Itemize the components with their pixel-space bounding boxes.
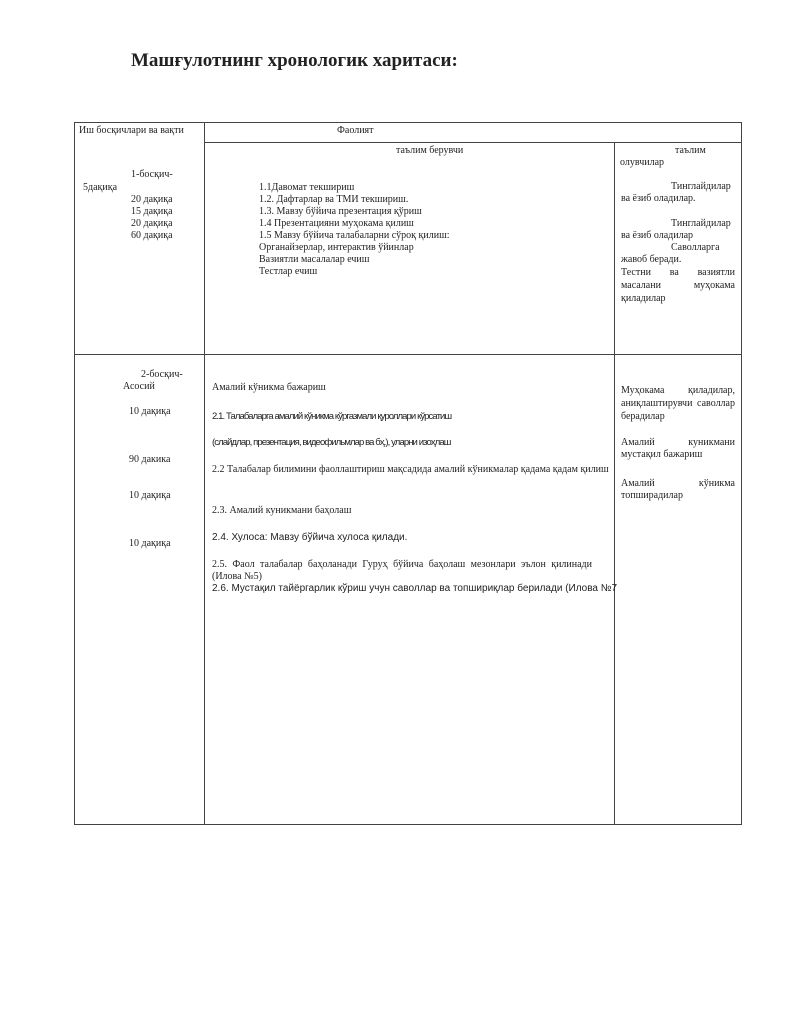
stage2-teacher-5: 2.3. Амалий куникмани баҳолаш: [212, 505, 352, 516]
stage2-teacher-8: 2.6. Мустақил тайёргарлик кўриш учун саволлар ва топшириқлар берилади (Илова №7: [212, 583, 618, 594]
stage2-time-3: 10 дақиқа: [129, 490, 171, 501]
stage1-learner-3: Саволларга жавоб беради.: [621, 242, 720, 265]
stage1-teacher-1: 1.1Давомат текшириш: [259, 182, 355, 193]
header-divider: [204, 142, 742, 143]
stage1-teacher-7: Вазиятли масалалар ечиш: [259, 254, 370, 265]
stage1-time-2: 15 дақиқа: [131, 206, 173, 217]
header-activity: Фаолият: [337, 125, 374, 136]
stage2-label: 2-босқич-: [141, 369, 183, 380]
stage2-teacher-2: 2.1. Талабаларга амалий кўникма кўргазмали қуроллари кўрсатиш: [212, 411, 452, 422]
header-learners-2: олувчилар: [620, 157, 665, 168]
stage1-time-3: 20 дақиқа: [131, 218, 173, 229]
stage1-teacher-2: 1.2. Дафтарлар ва ТМИ текшириш.: [259, 194, 409, 205]
stage1-teacher-8: Тестлар ечиш: [259, 266, 318, 277]
stage2-teacher-7: 2.5. Фаол талабалар баҳоланади Гуруҳ бўйича баҳолаш мезонлари эълон қилинади (Илова №5): [212, 559, 592, 582]
stage2-teacher-6: 2.4. Хулоса: Мавзу бўйича хулоса қилади.: [212, 532, 408, 543]
stage1-teacher-4: 1.4 Презентацияни муҳокама қилиш: [259, 218, 414, 229]
stage2-teacher-4: 2.2 Талабалар билимини фаоллаштириш мақсадида амалий кўникмалар қадама қадам қилиш: [212, 464, 609, 475]
stage1-learner-2: Тинглайдилар ва ёзиб оладилар: [621, 218, 731, 241]
stage1-time-4: 60 дақиқа: [131, 230, 173, 241]
stage1-learner-1: Тинглайдилар ва ёзиб оладилар.: [621, 181, 731, 204]
stage2-teacher-1: Амалий кўникма бажариш: [212, 382, 326, 393]
header-learners-1: таълим: [675, 145, 706, 156]
stage1-teacher-5: 1.5 Мавзу бўйича талабаларни сўроқ қилиш:: [259, 230, 450, 241]
stage2-name: Асосий: [123, 381, 155, 392]
stage1-label: 1-босқич-: [131, 169, 173, 180]
header-teacher: таълим берувчи: [396, 145, 464, 156]
stage1-teacher-3: 1.3. Мавзу бўйича презентация қўриш: [259, 206, 422, 217]
header-stage-time: Иш босқичлари ва вақти: [79, 125, 184, 136]
column-divider-2: [614, 143, 615, 825]
stage1-learner-4: Тестни ва вазиятли масалани муҳокама қиладилар: [621, 267, 735, 304]
stage2-teacher-3: (слайдлар, презентация, видеофильмлар ва бҳ.), уларни изоҳлаш: [212, 437, 451, 448]
stage2-time-2: 90 дакика: [129, 454, 171, 465]
page-title: Машғулотнинг хронологик харитаси:: [131, 50, 458, 71]
stage2-learner-1: Муҳокама қиладилар, аниқлаштирувчи саволлар берадилар: [621, 385, 735, 422]
row-divider: [75, 354, 742, 355]
stage1-time-1: 20 дақиқа: [131, 194, 173, 205]
stage1-teacher-6: Органайзерлар, интерактив ўйинлар: [259, 242, 414, 253]
stage2-time-4: 10 дақиқа: [129, 538, 171, 549]
stage1-time: 5дақиқа: [83, 182, 118, 193]
chronological-map-table: [74, 122, 742, 825]
column-divider-1: [204, 123, 205, 825]
stage2-time-1: 10 дақиқа: [129, 406, 171, 417]
stage2-learner-2: Амалий куникмани мустақил бажариш: [621, 437, 735, 460]
stage2-learner-3: Амалий кўникма топширадилар: [621, 478, 735, 501]
